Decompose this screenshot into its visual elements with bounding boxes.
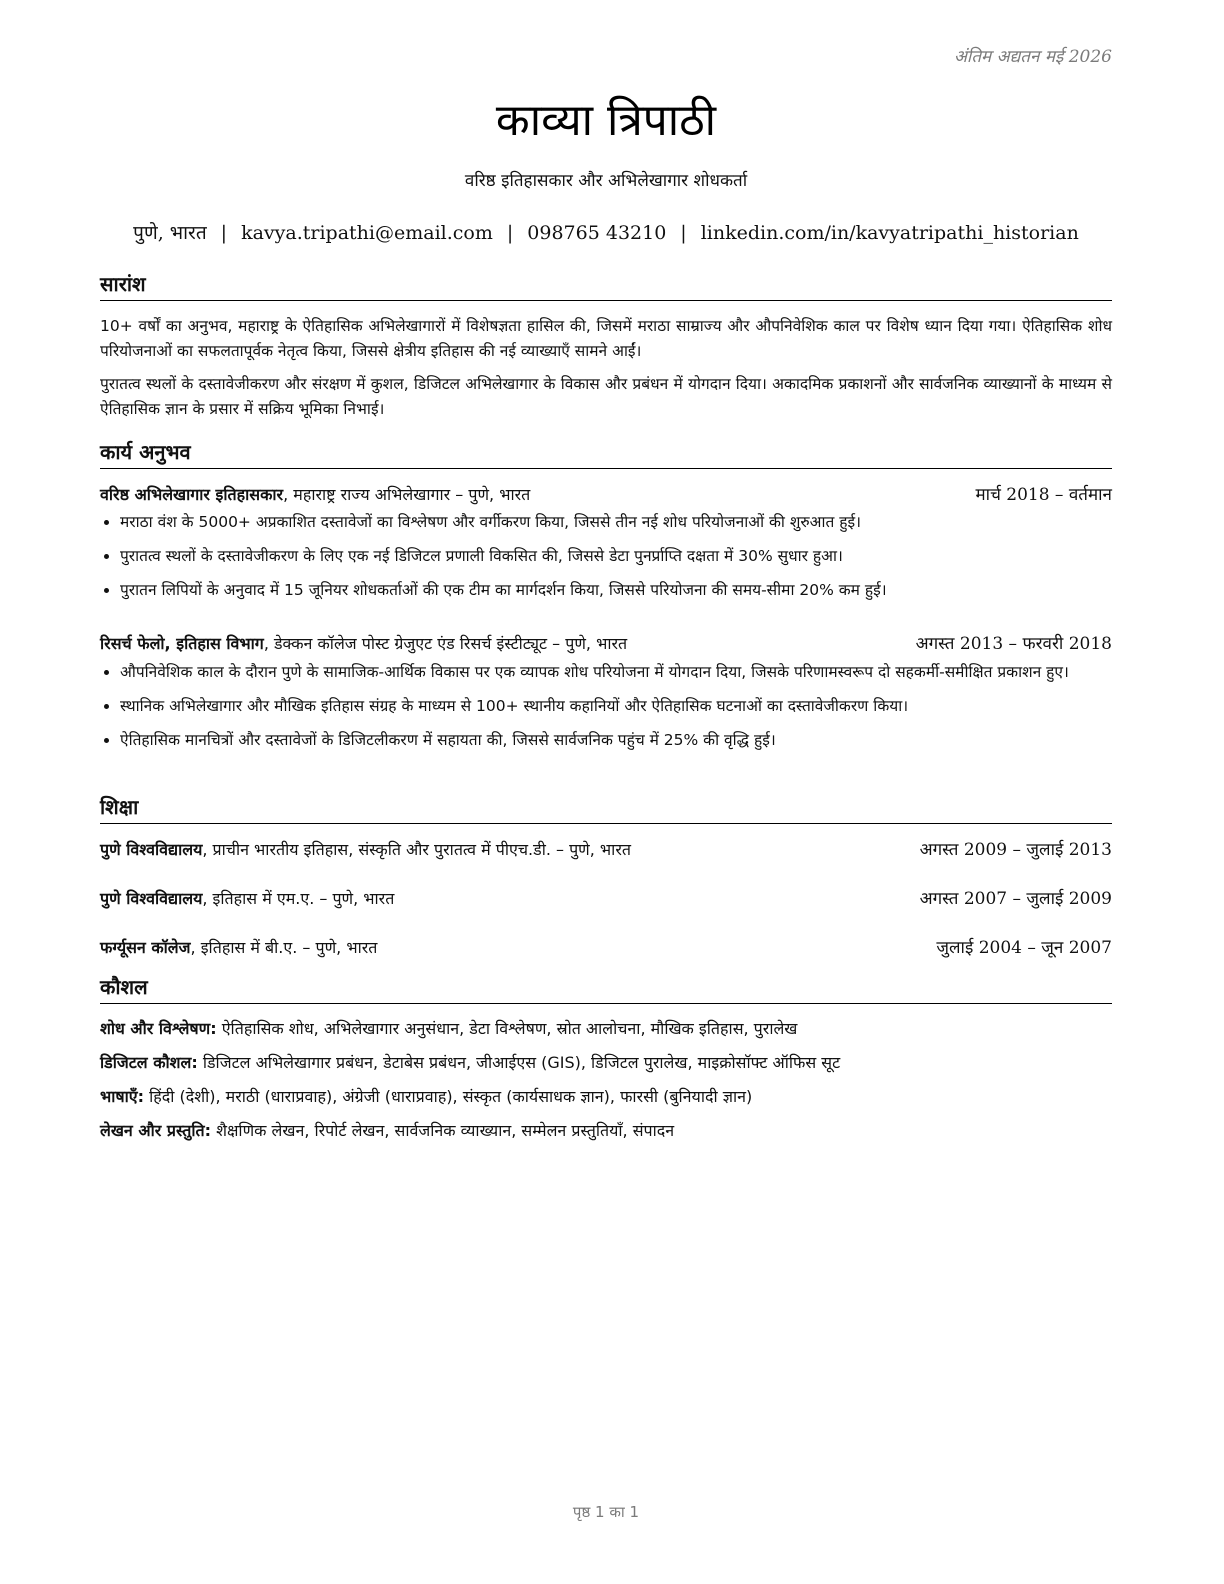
degree-detail: , प्राचीन भारतीय इतिहास, संस्कृति और पुरातत्व में पीएच.डी. – पुणे, भारत [202,840,631,859]
job-bullet: • पुरातत्व स्थलों के दस्तावेजीकरण के लिए एक नई डिजिटल प्रणाली विकसित की, जिससे डेटा पुनर्प्राप्ति दक्षता में 30% सुधार हुआ। [120,544,1112,568]
education-line [100,838,631,860]
job-bullet: • मराठा वंश के 5000+ अप्रकाशित दस्तावेजों का विश्लेषण और वर्गीकरण किया, जिससे तीन नई शोध परियोजनाओं की शुरुआत हुई। [120,510,1112,534]
job-bullet: • स्थानिक अभिलेखागार और मौखिक इतिहास संग्रह के माध्यम से 100+ स्थानीय कहानियों और ऐतिहासिक घटनाओं का दस्तावेजीकरण किया। [120,694,1112,718]
job-dates: मार्च 2018 – वर्तमान [975,485,1112,505]
education-line [100,936,377,958]
contact-line [100,219,1112,245]
contact-location: पुणे, भारत [133,222,207,244]
separator: | [220,222,228,244]
resume-page [100,0,1112,1584]
tagline: वरिष्ठ इतिहासकार और अभिलेखागार शोधकर्ता [464,171,748,191]
page-number: पृष्ठ 1 का 1 [572,1503,640,1521]
skill-line [100,1017,1112,1039]
education-item [100,837,1112,860]
person-name: काव्या त्रिपाठी [495,95,717,146]
job-title-line [100,632,627,654]
skill-label: डिजिटल कौशल: [100,1053,198,1072]
education-line [100,887,394,909]
school-name: पुणे विश्वविद्यालय [100,889,203,908]
school-name: फर्ग्यूसन कॉलेज [100,938,191,957]
summary-heading: सारांश [100,270,1112,301]
skill-label: लेखन और प्रस्तुति: [100,1121,211,1140]
summary-paragraph-1: 10+ वर्षों का अनुभव, महाराष्ट्र के ऐतिहासिक अभिलेखागारों में विशेषज्ञता हासिल की, जिसमें मराठा साम्राज्य और औपनिवेशिक काल पर विशेष ध्यान दिया गया। ऐतिहासिक शोध परियोजनाओं का सफलतापूर्वक नेतृत्व किया, जिससे क्षेत्रीय इतिहास की नई व्याख्याएँ सामने आईं। [100,317,1112,360]
last-updated: अंतिम अद्यतन मई 2026 [953,47,1112,67]
degree-detail: , इतिहास में बी.ए. – पुणे, भारत [190,938,378,957]
contact-phone: 098765 43210 [527,222,667,244]
skill-line [100,1085,1112,1107]
skill-label: भाषाएँ: [100,1087,145,1106]
skill-value: डिजिटल अभिलेखागार प्रबंधन, डेटाबेस प्रबंधन, जीआईएस (GIS), डिजिटल पुरालेख, माइक्रोसॉफ्ट ऑफिस सूट [197,1053,841,1072]
education-dates: अगस्त 2009 – जुलाई 2013 [919,840,1112,860]
separator: | [680,222,687,244]
job-header [100,631,1112,654]
education-item [100,886,1112,909]
job-bullet: • ऐतिहासिक मानचित्रों और दस्तावेजों के डिजिटलीकरण में सहायता की, जिससे सार्वजनिक पहुंच में 25% की वृद्धि हुई। [120,728,1112,752]
summary-paragraph-2: पुरातत्व स्थलों के दस्तावेजीकरण और संरक्षण में कुशल, डिजिटल अभिलेखागार के विकास और प्रबंधन में योगदान दिया। अकादमिक प्रकाशनों और सार्वजनिक व्याख्यानों के माध्यम से ऐतिहासिक ज्ञान के प्रसार में सक्रिय भूमिका निभाई। [100,375,1112,418]
job-bullet: • औपनिवेशिक काल के दौरान पुणे के सामाजिक-आर्थिक विकास पर एक व्यापक शोध परियोजना में योगदान दिया, जिसके परिणामस्वरूप दो सहकर्मी-समीक्षित प्रकाशन हुए। [120,660,1112,684]
school-name: पुणे विश्वविद्यालय [100,840,203,859]
job-org: , महाराष्ट्र राज्य अभिलेखागार – पुणे, भारत [283,485,531,504]
skill-line [100,1051,1112,1073]
job-dates: अगस्त 2013 – फरवरी 2018 [915,634,1112,654]
experience-heading: कार्य अनुभव [100,438,1112,469]
job-title: रिसर्च फेलो, इतिहास विभाग [100,634,264,653]
skills-heading: कौशल [100,973,1112,1004]
job-title-line [100,483,530,505]
skill-value: ऐतिहासिक शोध, अभिलेखागार अनुसंधान, डेटा विश्लेषण, स्रोत आलोचना, मौखिक इतिहास, पुरालेख [216,1019,798,1038]
job-title: वरिष्ठ अभिलेखागार इतिहासकार [100,485,284,504]
job-bullet: • पुरातन लिपियों के अनुवाद में 15 जूनियर शोधकर्ताओं की एक टीम का मार्गदर्शन किया, जिससे परियोजना की समय-सीमा 20% कम हुई। [120,578,1112,602]
education-heading: शिक्षा [100,793,1112,824]
education-item [100,935,1112,958]
job-header [100,482,1112,505]
skill-line [100,1119,1112,1141]
job-org: , डेक्कन कॉलेज पोस्ट ग्रेजुएट एंड रिसर्च इंस्टीट्यूट – पुणे, भारत [263,634,628,653]
skill-value: हिंदी (देशी), मराठी (धाराप्रवाह), अंग्रेजी (धाराप्रवाह), संस्कृत (कार्यसाधक ज्ञान), फारसी (बुनियादी ज्ञान) [144,1087,753,1106]
education-dates: अगस्त 2007 – जुलाई 2009 [919,889,1112,909]
job-bullets [100,510,1112,612]
degree-detail: , इतिहास में एम.ए. – पुणे, भारत [202,889,395,908]
contact-linkedin[interactable]: linkedin.com/in/kavyatripathi_historian [700,222,1079,244]
skill-label: शोध और विश्लेषण: [100,1019,217,1038]
education-dates: जुलाई 2004 – जून 2007 [936,938,1112,958]
skill-value: शैक्षणिक लेखन, रिपोर्ट लेखन, सार्वजनिक व्याख्यान, सम्मेलन प्रस्तुतियाँ, संपादन [210,1121,675,1140]
job-bullets [100,660,1112,762]
separator: | [506,222,514,244]
contact-email[interactable]: kavya.tripathi@email.com [241,222,493,244]
